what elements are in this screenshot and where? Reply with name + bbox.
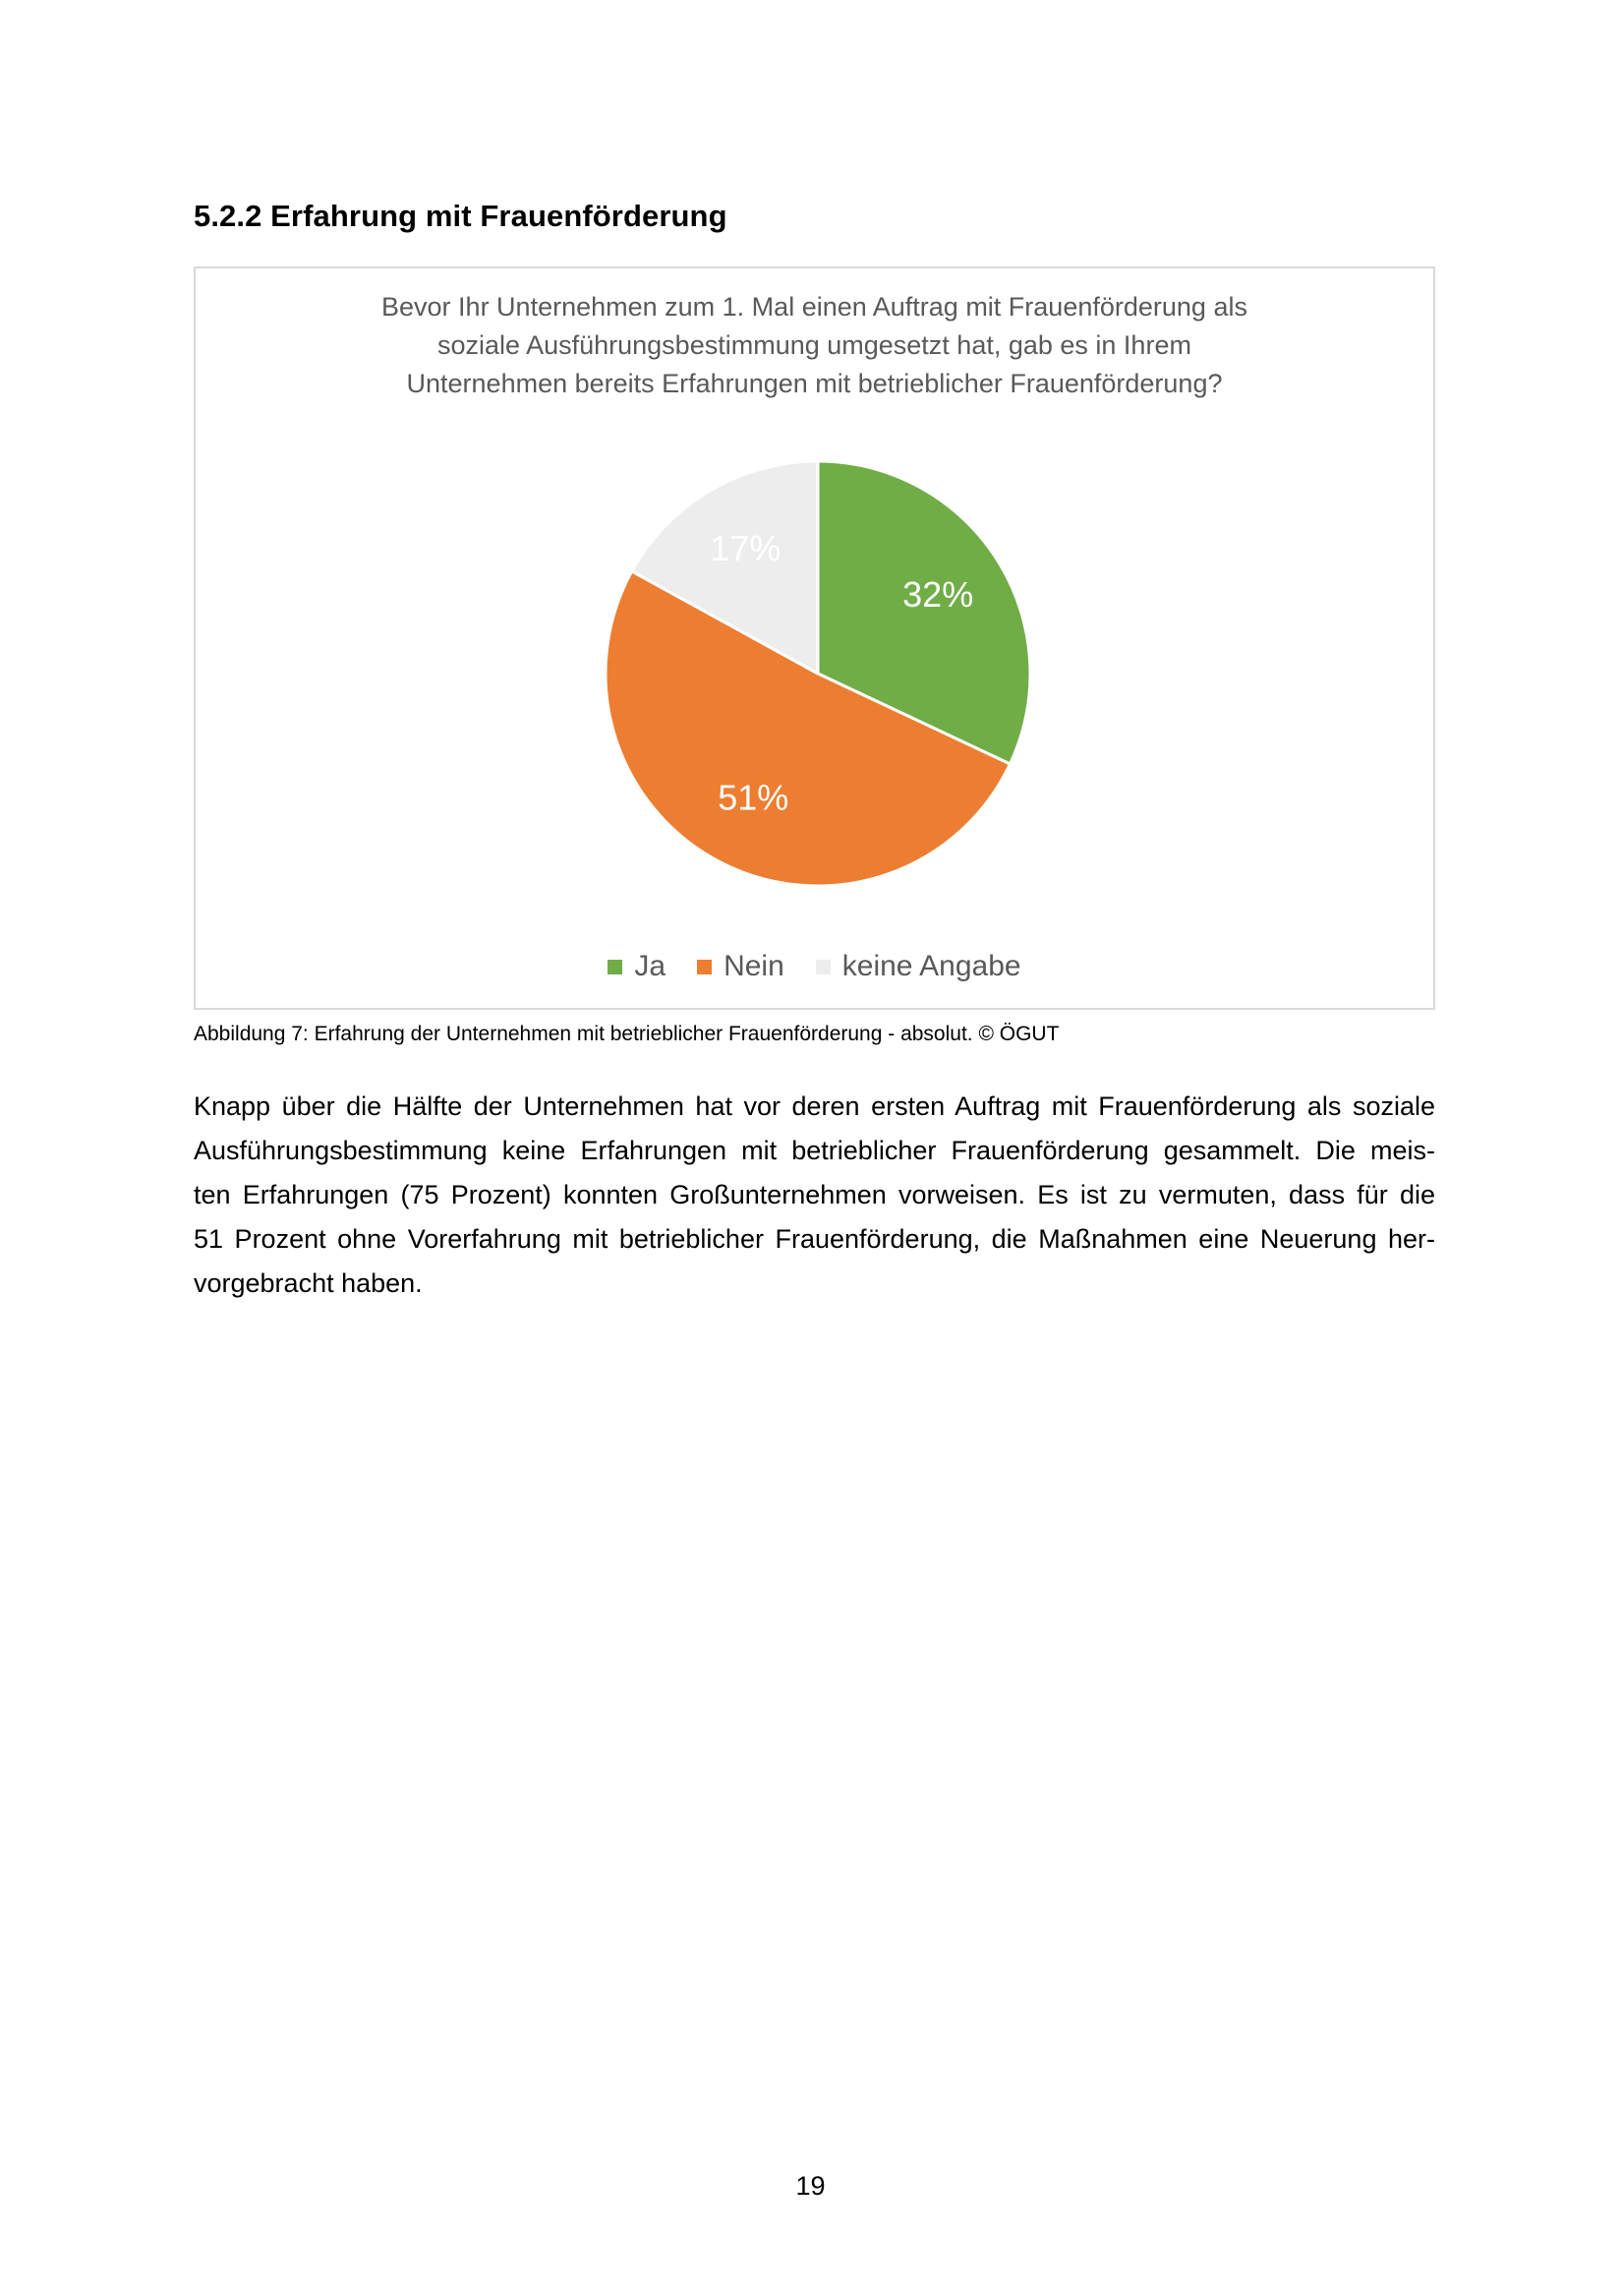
paragraph-line: Knapp über die Hälfte der Unternehmen hat vor deren ersten Auftrag mit Frauenförderung als soziale [194, 1091, 1435, 1121]
chart-title-line: Bevor Ihr Unternehmen zum 1. Mal einen Auftrag mit Frauenförderung als [381, 292, 1247, 322]
legend-swatch-keine-angabe [816, 960, 831, 974]
pie-chart [194, 266, 1435, 1010]
figure-caption: Abbildung 7: Erfahrung der Unternehmen mit betrieblicher Frauenförderung - absolut. © ÖGUT [194, 1023, 1060, 1045]
legend-swatch-ja [608, 960, 622, 974]
paragraph-line: ten Erfahrungen (75 Prozent) konnten Großunternehmen vorweisen. Es ist zu vermuten, dass für die [194, 1180, 1435, 1209]
paragraph-line: 51 Prozent ohne Vorerfahrung mit betrieblicher Frauenförderung, die Maßnahmen eine Neuerung her- [194, 1224, 1435, 1254]
paragraph-line: Ausführungsbestimmung keine Erfahrungen mit betrieblicher Frauenförderung gesammelt. Die meis- [194, 1136, 1435, 1165]
body-paragraph [194, 1085, 1435, 1306]
chart-legend [196, 950, 1433, 983]
section-heading: 5.2.2 Erfahrung mit Frauenförderung [194, 199, 727, 233]
legend-label-ja: Ja [634, 950, 666, 982]
chart-title-line: soziale Ausführungsbestimmung umgesetzt hat, gab es in Ihrem [437, 330, 1191, 360]
legend-item-ja [608, 950, 666, 983]
legend-label-nein: Nein [724, 950, 784, 982]
legend-swatch-nein [697, 960, 712, 974]
paragraph-line: vorgebracht haben. [194, 1268, 423, 1298]
legend-item-nein [697, 950, 784, 983]
data-label-keine-angabe: 17% [710, 527, 782, 568]
chart-title-line: Unternehmen bereits Erfahrungen mit betrieblicher Frauenförderung? [406, 369, 1223, 398]
page-number: 19 [795, 2171, 826, 2201]
legend-label-keine-angabe: keine Angabe [841, 950, 1021, 982]
pie-plot [196, 268, 1433, 1008]
legend-item-keine-angabe [816, 950, 1021, 983]
data-label-nein: 51% [718, 777, 789, 818]
data-label-ja: 32% [902, 573, 974, 615]
